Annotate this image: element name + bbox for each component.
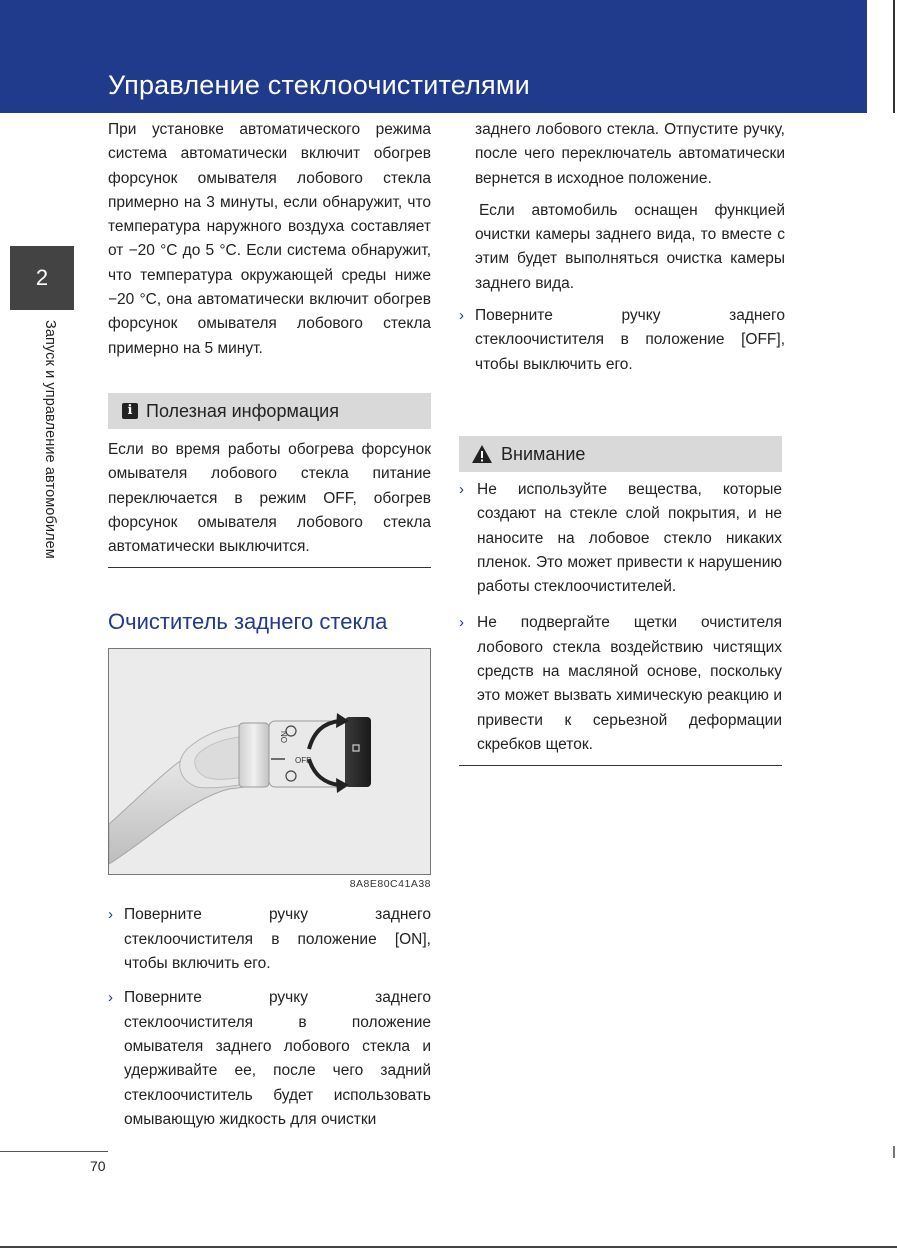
warning-body bbox=[459, 478, 782, 766]
chevron-right-icon: › bbox=[459, 307, 464, 325]
chapter-side-label: Запуск и управление автомобилем bbox=[42, 320, 58, 559]
chevron-right-icon: › bbox=[459, 614, 464, 632]
bullet-text: Поверните ручку заднего стеклоочистителя в положение [ON], чтобы включить его. bbox=[124, 906, 431, 973]
bullet-item bbox=[459, 304, 785, 377]
right-column bbox=[459, 118, 785, 377]
intro-paragraph: При установке автоматического режима система автоматически включит обогрев форсунок омывателя лобового стекла примерно на 3 минуты, если обнаружит, что температура наружного воздуха составляет от −20 °C до 5 °C. Если система обнаружит, что температура окружающей среды ниже −20 °C, она автоматически включит обогрев форсунок омывателя лобового стекла примерно на 5 минут. bbox=[108, 121, 431, 357]
warning-text: Не используйте вещества, которые создают на стекле слой покрытия, и не наносите на лобовое стекло никаких пленок. Это может привести к нарушению работы стеклоочистителей. bbox=[477, 481, 782, 596]
on-position-label: ON bbox=[280, 731, 289, 744]
info-box-text: Если во время работы обогрева форсунок омывателя лобового стекла питание переключается в режим OFF, обогрев форсунок омывателя лобового стекла автоматически выключится. bbox=[108, 438, 431, 568]
edge-mark bbox=[893, 1146, 895, 1158]
warning-title: Внимание bbox=[501, 443, 586, 464]
figure-code: 8A8E80C41A38 bbox=[349, 878, 431, 891]
bullet-item bbox=[108, 986, 431, 1132]
warning-box bbox=[459, 436, 782, 766]
camera-paragraph: Если автомобиль оснащен функцией очистки камеры заднего вида, то вместе с этим будет выполняться очистка камеры заднего вида. bbox=[475, 201, 785, 292]
bullet-item bbox=[108, 903, 431, 976]
info-box-header bbox=[108, 393, 431, 429]
bullet-text: Поверните ручку заднего стеклоочистителя в положение омывателя заднего лобового стекла и удерживайте ее, после чего задний стеклоочиститель будет использовать омывающую жидкость для очистки bbox=[124, 989, 431, 1128]
left-column bbox=[108, 118, 431, 1132]
info-icon: i bbox=[122, 403, 138, 419]
info-box-title: Полезная информация bbox=[146, 400, 339, 421]
section-title: Очиститель заднего стекла bbox=[108, 609, 388, 635]
warning-item bbox=[459, 478, 782, 599]
edge-rule bbox=[893, 0, 895, 113]
chevron-right-icon: › bbox=[108, 989, 113, 1007]
warning-icon bbox=[471, 444, 493, 464]
wiper-stalk-illustration bbox=[109, 649, 430, 874]
warning-item bbox=[459, 611, 782, 757]
footer-rule bbox=[0, 1151, 108, 1152]
chevron-right-icon: › bbox=[108, 906, 113, 924]
warning-header bbox=[459, 436, 782, 472]
continued-paragraph: заднего лобового стекла. Отпустите ручку, после чего переключатель автоматически вернется в исходное положение. bbox=[475, 121, 785, 187]
warning-text: Не подвергайте щетки очистителя лобового стекла воздействию чистящих средств на масляной основе, поскольку это может вызвать химическую реакцию и привести к серьезной деформации скребков щеток. bbox=[477, 614, 782, 753]
chapter-tab: 2 bbox=[10, 246, 74, 310]
page-number: 70 bbox=[90, 1158, 106, 1174]
bullet-text: Поверните ручку заднего стеклоочистителя в положение [OFF], чтобы выключить его. bbox=[475, 307, 785, 373]
wiper-stalk-figure bbox=[108, 648, 431, 875]
off-position-label: OFF bbox=[295, 756, 311, 766]
chevron-right-icon: › bbox=[459, 481, 464, 498]
page-title: Управление стеклоочистителями bbox=[108, 70, 530, 100]
